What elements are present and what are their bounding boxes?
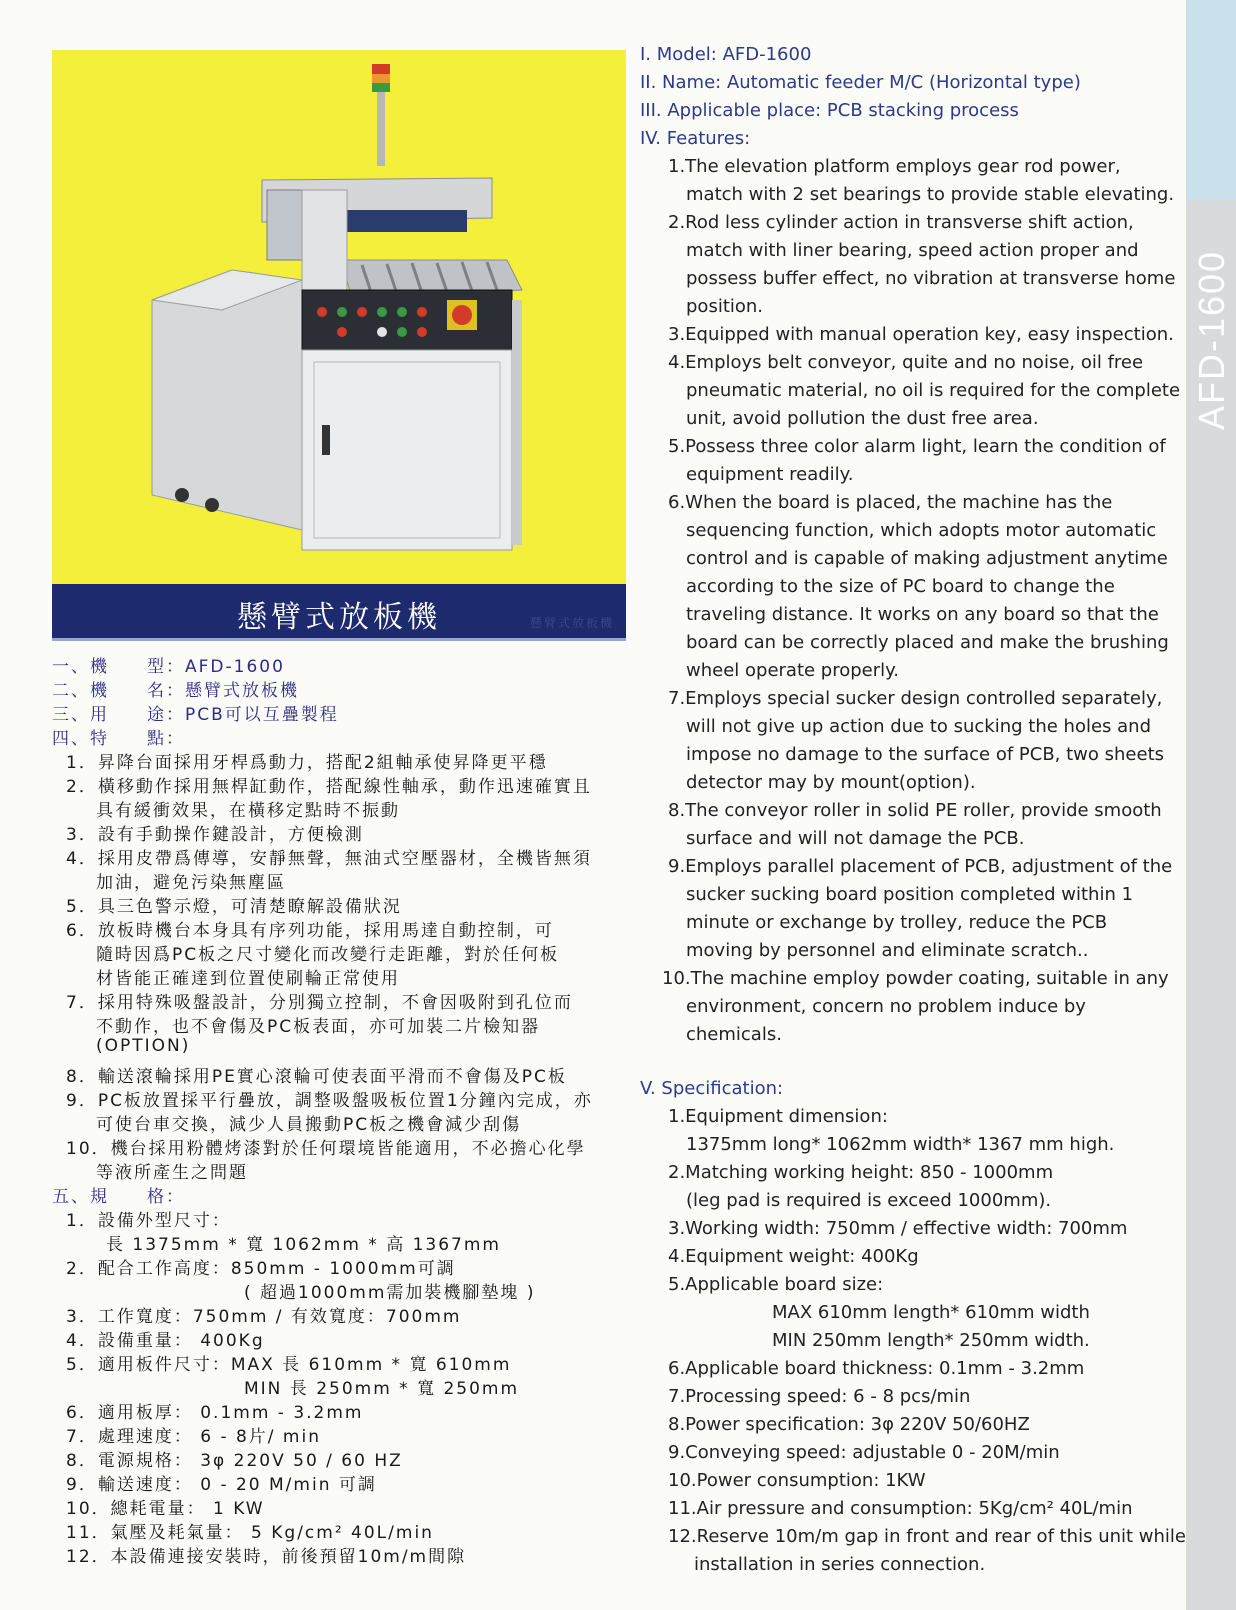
caster-wheel: [175, 488, 189, 502]
en-feature: position.: [686, 296, 764, 317]
product-photo: [52, 50, 626, 584]
zh-name: 二、機 名：懸臂式放板機: [52, 681, 299, 701]
tower-light-amber: [372, 74, 390, 83]
en-feature: impose no damage to the surface of PCB, two sheets: [686, 744, 1165, 765]
en-feature: 3.Equipped with manual operation key, easy inspection.: [668, 324, 1174, 345]
en-name: II. Name: Automatic feeder M/C (Horizontal type): [640, 72, 1081, 93]
en-feature: match with 2 set bearings to provide stable elevating.: [686, 184, 1175, 205]
zh-spec: 1．設備外型尺寸：: [66, 1211, 231, 1231]
en-feature: board can be correctly placed and make the brushing: [686, 632, 1169, 653]
zh-spec: MIN 長 250mm * 寬 250mm: [244, 1379, 520, 1399]
en-model: I. Model: AFD-1600: [640, 44, 812, 65]
en-feature: surface and will not damage the PCB.: [686, 828, 1025, 849]
zh-spec: 11．氣壓及耗氣量： 5 Kg/cm² 40L/min: [66, 1523, 434, 1543]
zh-feature: 加油，避免污染無塵區: [96, 873, 286, 893]
en-feature: minute or exchange by trolley, reduce the PCB: [686, 912, 1108, 933]
en-feature: 7.Employs special sucker design controlled separately,: [668, 688, 1163, 709]
zh-usage: 三、用 途：PCB可以互疊製程: [52, 705, 339, 725]
en-feature: match with liner bearing, speed action proper and: [686, 240, 1139, 261]
zh-feature: 4．採用皮帶爲傳導，安靜無聲，無油式空壓器材，全機皆無須: [66, 849, 592, 869]
en-spec: 6.Applicable board thickness: 0.1mm - 3.2mm: [668, 1358, 1085, 1379]
zh-feature: 5．具三色警示燈，可清楚瞭解設備狀況: [66, 897, 402, 917]
en-spec: installation in series connection.: [694, 1554, 986, 1575]
zh-spec: 6．適用板厚： 0.1mm - 3.2mm: [66, 1403, 364, 1423]
zh-feature: 10．機台採用粉體烤漆對於任何環境皆能適用，不必擔心化學: [66, 1139, 586, 1159]
en-feature: control and is capable of making adjustment anytime: [686, 548, 1168, 569]
zh-features-heading: 四、特 點：: [52, 729, 185, 749]
en-feature: 2.Rod less cylinder action in transverse shift action,: [668, 212, 1134, 233]
en-spec: MIN 250mm length* 250mm width.: [772, 1330, 1090, 1351]
zh-spec: 3．工作寬度：750mm / 有效寬度：700mm: [66, 1307, 462, 1327]
emergency-stop: [452, 305, 472, 325]
zh-feature: 等液所產生之問題: [96, 1163, 248, 1183]
zh-spec: 2．配合工作高度：850mm - 1000mm可調: [66, 1259, 456, 1279]
en-feature: sequencing function, which adopts motor automatic: [686, 520, 1157, 541]
zh-feature: 1．昇降台面採用牙桿爲動力，搭配2組軸承使昇降更平穩: [66, 753, 548, 773]
control-panel: [302, 290, 512, 350]
zh-feature: 3．設有手動操作鍵設計，方便檢測: [66, 825, 364, 845]
en-spec: MAX 610mm length* 610mm width: [772, 1302, 1090, 1323]
zh-spec: 長 1375mm * 寬 1062mm * 高 1367mm: [106, 1235, 501, 1255]
control-strip: [347, 210, 467, 232]
zh-feature: 不動作，也不會傷及PC板表面，亦可加裝二片檢知器: [96, 1017, 541, 1037]
zh-spec: ( 超過1000mm需加裝機腳墊塊 ): [244, 1283, 536, 1303]
zh-spec: 8．電源規格： 3φ 220V 50 / 60 HZ: [66, 1451, 403, 1471]
zh-spec-heading: 五、規 格：: [52, 1187, 185, 1207]
en-feature: chemicals.: [686, 1024, 782, 1045]
en-spec: 11.Air pressure and consumption: 5Kg/cm² 40L/min: [668, 1498, 1133, 1519]
side-label-text: AFD-1600: [1191, 249, 1232, 430]
en-feature: possess buffer effect, no vibration at transverse home: [686, 268, 1176, 289]
en-feature: environment, concern no problem induce by: [686, 996, 1086, 1017]
en-place: III. Applicable place: PCB stacking process: [640, 100, 1019, 121]
side-strip: [1186, 0, 1236, 1610]
en-feature: detector may by mount(option).: [686, 772, 976, 793]
en-feature: 9.Employs parallel placement of PCB, adjustment of the: [668, 856, 1173, 877]
cabinet-handle: [322, 425, 330, 455]
zh-feature: 2．橫移動作採用無桿缸動作，搭配線性軸承，動作迅速確實且: [66, 777, 592, 797]
en-feature: unit, avoid pollution the dust free area.: [686, 408, 1039, 429]
en-spec: 12.Reserve 10m/m gap in front and rear of this unit while: [668, 1526, 1186, 1547]
zh-feature: 8．輸送滾輪採用PE實心滾輪可使表面平滑而不會傷及PC板: [66, 1067, 567, 1087]
en-feature: wheel operate properly.: [686, 660, 899, 681]
zh-feature: (OPTION): [96, 1036, 191, 1056]
en-spec: 1375mm long* 1062mm width* 1367 mm high.: [686, 1134, 1115, 1155]
zh-spec: 9．輸送速度： 0 - 20 M/min 可調: [66, 1475, 377, 1495]
zh-feature: 6．放板時機台本身具有序列功能，採用馬達自動控制，可: [66, 921, 554, 941]
main-cabinet-front: [302, 350, 512, 550]
en-feature: 10.The machine employ powder coating, suitable in any: [662, 968, 1169, 989]
en-feature: pneumatic material, no oil is required for the complete: [686, 380, 1181, 401]
en-features-heading: IV. Features:: [640, 128, 751, 149]
en-spec: 8.Power specification: 3φ 220V 50/60HZ: [668, 1414, 1030, 1435]
en-spec: 10.Power consumption: 1KW: [668, 1470, 926, 1491]
en-feature: 5.Possess three color alarm light, learn the condition of: [668, 436, 1166, 457]
en-feature: according to the size of PC board to change the: [686, 576, 1115, 597]
en-spec: (leg pad is required is exceed 1000mm).: [686, 1190, 1052, 1211]
en-feature: 6.When the board is placed, the machine has the: [668, 492, 1113, 513]
en-spec: 3.Working width: 750mm / effective width: 700mm: [668, 1218, 1128, 1239]
zh-feature: 具有緩衝效果，在橫移定點時不振動: [96, 801, 400, 821]
tower-light-red: [372, 64, 390, 74]
zh-spec: 10．總耗電量： 1 KW: [66, 1499, 265, 1519]
zh-spec: 5．適用板件尺寸：MAX 長 610mm * 寬 610mm: [66, 1355, 512, 1375]
zh-spec: 7．處理速度： 6 - 8片/ min: [66, 1427, 321, 1447]
en-feature: equipment readily.: [686, 464, 854, 485]
en-spec: 4.Equipment weight: 400Kg: [668, 1246, 919, 1267]
photo-caption-bar: [52, 584, 626, 641]
zh-feature: 隨時因爲PC板之尺寸變化而改變行走距離，對於任何板: [96, 945, 560, 965]
machine-illustration: [52, 50, 626, 584]
zh-spec: 4．設備重量： 400Kg: [66, 1331, 265, 1351]
en-spec: 9.Conveying speed: adjustable 0 - 20M/min: [668, 1442, 1060, 1463]
en-spec: 7.Processing speed: 6 - 8 pcs/min: [668, 1386, 971, 1407]
caption-watermark: 懸臂式放板機: [529, 616, 614, 630]
zh-model: 一、機 型：AFD-1600: [52, 657, 285, 677]
en-feature: sucker sucking board position completed within 1: [686, 884, 1134, 905]
en-spec: 2.Matching working height: 850 - 1000mm: [668, 1162, 1054, 1183]
left-cabinet: [152, 270, 302, 530]
en-feature: 1.The elevation platform employs gear rod power,: [668, 156, 1121, 177]
en-spec: 1.Equipment dimension:: [668, 1106, 888, 1127]
en-feature: traveling distance. It works on any board so that the: [686, 604, 1159, 625]
zh-feature: 9．PC板放置採平行疊放，調整吸盤吸板位置1分鐘內完成，亦: [66, 1091, 593, 1111]
zh-feature: 材皆能正確達到位置使刷輪正常使用: [96, 969, 400, 989]
photo-caption: 懸臂式放板機: [237, 600, 441, 635]
en-feature: moving by personnel and eliminate scratch..: [686, 940, 1089, 961]
zh-feature: 7．採用特殊吸盤設計，分別獨立控制，不會因吸附到孔位而: [66, 993, 573, 1013]
en-feature: 8.The conveyor roller in solid PE roller, provide smooth: [668, 800, 1162, 821]
tower-light-green: [372, 83, 390, 92]
en-spec-heading: V. Specification:: [640, 1078, 784, 1099]
en-spec: 5.Applicable board size:: [668, 1274, 884, 1295]
side-label: [1186, 0, 1236, 640]
zh-feature: 可使台車交換，減少人員搬動PC板之機會減少刮傷: [96, 1115, 522, 1135]
zh-spec: 12．本設備連接安裝時，前後預留10m/m間隙: [66, 1547, 467, 1567]
en-feature: will not give up action due to sucking the holes and: [686, 716, 1152, 737]
en-feature: 4.Employs belt conveyor, quite and no noise, oil free: [668, 352, 1144, 373]
